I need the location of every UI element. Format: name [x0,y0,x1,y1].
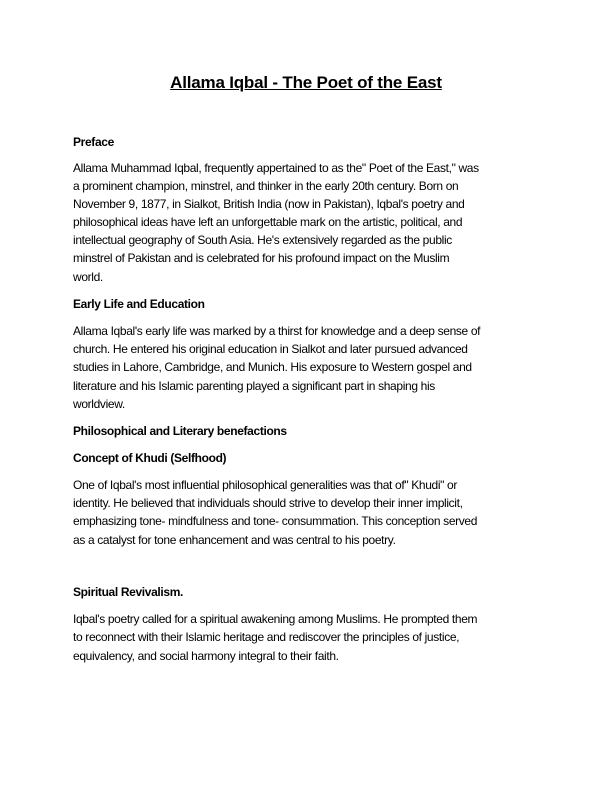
heading-preface: Preface [73,135,114,149]
paragraph-line: Allama Muhammad Iqbal, frequently appertained to as the" Poet of the East," was [73,161,479,175]
paragraph-line: emphasizing tone- mindfulness and tone- consummation. This conception served [73,514,478,528]
paragraph-line: as a catalyst for tone enhancement and was central to his poetry. [73,533,396,547]
paragraph-line: identity. He believed that individuals should strive to develop their inner implicit, [73,496,463,510]
document-title: Allama Iqbal - The Poet of the East [170,73,442,92]
paragraph-line: studies in Lahore, Cambridge, and Munich. His exposure to Western gospel and [73,360,472,374]
paragraph-line: to reconnect with their Islamic heritage and rediscover the principles of justice, [73,630,460,644]
paragraph-line: a prominent champion, minstrel, and thinker in the early 20th century. Born on [73,179,459,193]
paragraph-line: minstrel of Pakistan and is celebrated for his profound impact on the Muslim [73,251,450,265]
paragraph-line: worldview. [73,397,125,411]
paragraph-line: Allama Iqbal's early life was marked by a thirst for knowledge and a deep sense of [73,324,481,338]
paragraph-line: Iqbal's poetry called for a spiritual awakening among Muslims. He prompted them [73,612,478,626]
paragraph-line: equivalency, and social harmony integral to their faith. [73,649,339,663]
heading-spiritual-revivalism: Spiritual Revivalism. [73,585,184,599]
paragraph-line: literature and his Islamic parenting played a significant part in shaping his [73,379,435,393]
paragraph-line: church. He entered his original education in Sialkot and later pursued advanced [73,342,468,356]
heading-khudi: Concept of Khudi (Selfhood) [73,451,227,465]
paragraph-line: intellectual geography of South Asia. He's extensively regarded as the public [73,233,452,247]
heading-philosophical: Philosophical and Literary benefactions [73,424,287,438]
heading-early-life: Early Life and Education [73,297,205,311]
paragraph-line: philosophical ideas have left an unforgettable mark on the artistic, political, and [73,215,463,229]
paragraph-line: One of Iqbal's most influential philosophical generalities was that of" Khudi" or [73,478,458,492]
paragraph-line: November 9, 1877, in Sialkot, British India (now in Pakistan), Iqbal's poetry and [73,197,465,211]
paragraph-line: world. [73,270,103,284]
